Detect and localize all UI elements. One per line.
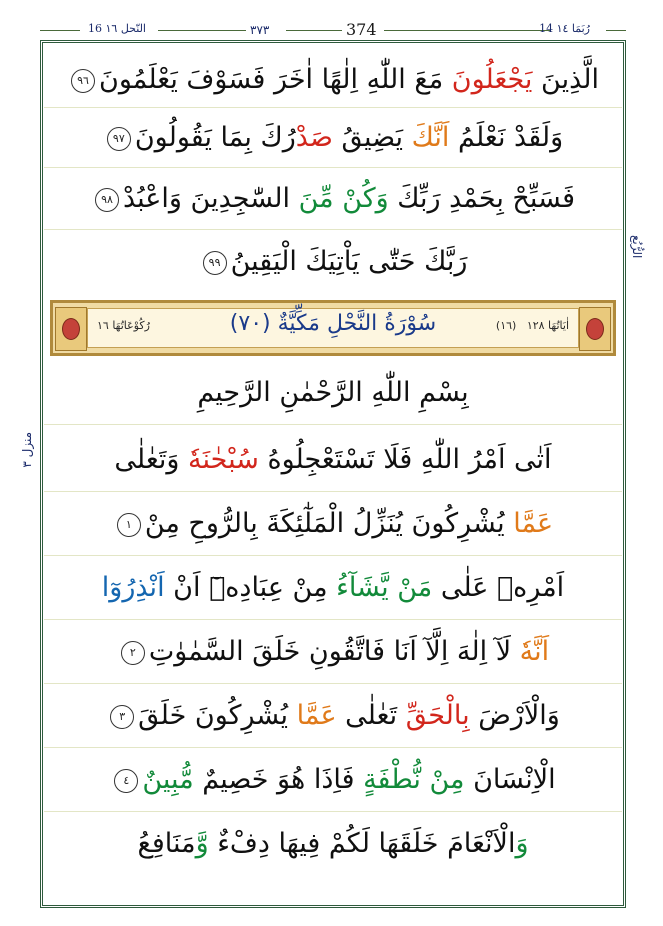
verses-count: اٰيَاتُهَا ١٢٨ (١٦) [495, 319, 569, 332]
surah-number: (١٦) [495, 319, 517, 332]
page-number: 374 [346, 20, 377, 39]
rub-marker: الرُّبُع [630, 235, 644, 259]
surah-title: سُوْرَةُ النَّحْلِ مَكِّيَّةٌ (٧٠) [229, 311, 437, 336]
text-line-8: اَنَّهٗ لَآ اِلٰهَ اِلَّآ اَنَا فَاتَّقُونِ خَلَقَ السَّمٰوٰتِ٢ [44, 620, 622, 684]
page-marker: ٣٧٣ [250, 23, 270, 37]
header-rule [606, 30, 626, 31]
ayah-marker: ٢ [121, 641, 145, 665]
header-rule [158, 30, 246, 31]
ayah-marker: ٣ [110, 705, 134, 729]
text-line-5: اَتٰى اَمْرُ اللّٰهِ فَلَا تَسْتَعْجِلُوهُ سُبْحٰنَهٗ وَتَعٰلٰى [44, 428, 622, 492]
surah-name-header: 16 النّحل ١٦ [88, 22, 146, 35]
bismillah: بِسْمِ اللّٰهِ الرَّحْمٰنِ الرَّحِيمِ [44, 362, 622, 425]
text-line-1: الَّذِينَ يَجْعَلُونَ مَعَ اللّٰهِ اِلٰهًا اٰخَرَ فَسَوْفَ يَعْلَمُونَ٩٦ [44, 52, 622, 108]
ayah-marker: ٤ [114, 769, 138, 793]
juz-name-header: 14 رُبَمَا ١٤ [539, 22, 590, 35]
rukus-count: رُكُوْعَاتُهَا ١٦ [97, 319, 150, 332]
text-line-3: فَسَبِّحْ بِحَمْدِ رَبِّكَ وَكُنْ مِّنَ السّٰجِدِينَ وَاعْبُدْ٩٨ [44, 168, 622, 230]
header-rule [384, 30, 550, 31]
ayah-marker: ١ [117, 513, 141, 537]
header-rule [286, 30, 342, 31]
text-line-10: الْاِنْسَانَ مِنْ نُّطْفَةٍ فَاِذَا هُوَ خَصِيمٌ مُّبِينٌ٤ [44, 748, 622, 812]
ayah-marker: ٩٦ [71, 69, 95, 93]
page-header [40, 20, 626, 42]
manzil-marker: منزل ٣ [20, 432, 34, 468]
text-line-6: عَمَّا يُشْرِكُونَ يُنَزِّلُ الْمَلٰٓئِكَةَ بِالرُّوحِ مِنْ١ [44, 492, 622, 556]
ayah-marker: ٩٧ [107, 127, 131, 151]
text-line-9: وَالْاَرْضَ بِالْحَقِّ تَعٰلٰى عَمَّا يُشْرِكُونَ خَلَقَ٣ [44, 684, 622, 748]
ayah-marker: ٩٩ [203, 251, 227, 275]
ayah-marker: ٩٨ [95, 188, 119, 212]
text-line-7: اَمْرِهٖ عَلٰى مَنْ يَّشَآءُ مِنْ عِبَادِهٖٓ اَنْ اَنْذِرُوٓا [44, 556, 622, 620]
text-line-11: وَالْاَنْعَامَ خَلَقَهَا لَكُمْ فِيهَا دِفْءٌ وَّمَنَافِعُ [137, 828, 529, 859]
text-line-2: وَلَقَدْ نَعْلَمُ اَنَّكَ يَضِيقُ صَدْرُكَ بِمَا يَقُولُونَ٩٧ [44, 108, 622, 168]
header-rule [40, 30, 80, 31]
surah-banner [50, 300, 616, 356]
text-line-4: رَبَّكَ حَتّٰى يَاْتِيَكَ الْيَقِينُ٩٩ [44, 230, 622, 294]
